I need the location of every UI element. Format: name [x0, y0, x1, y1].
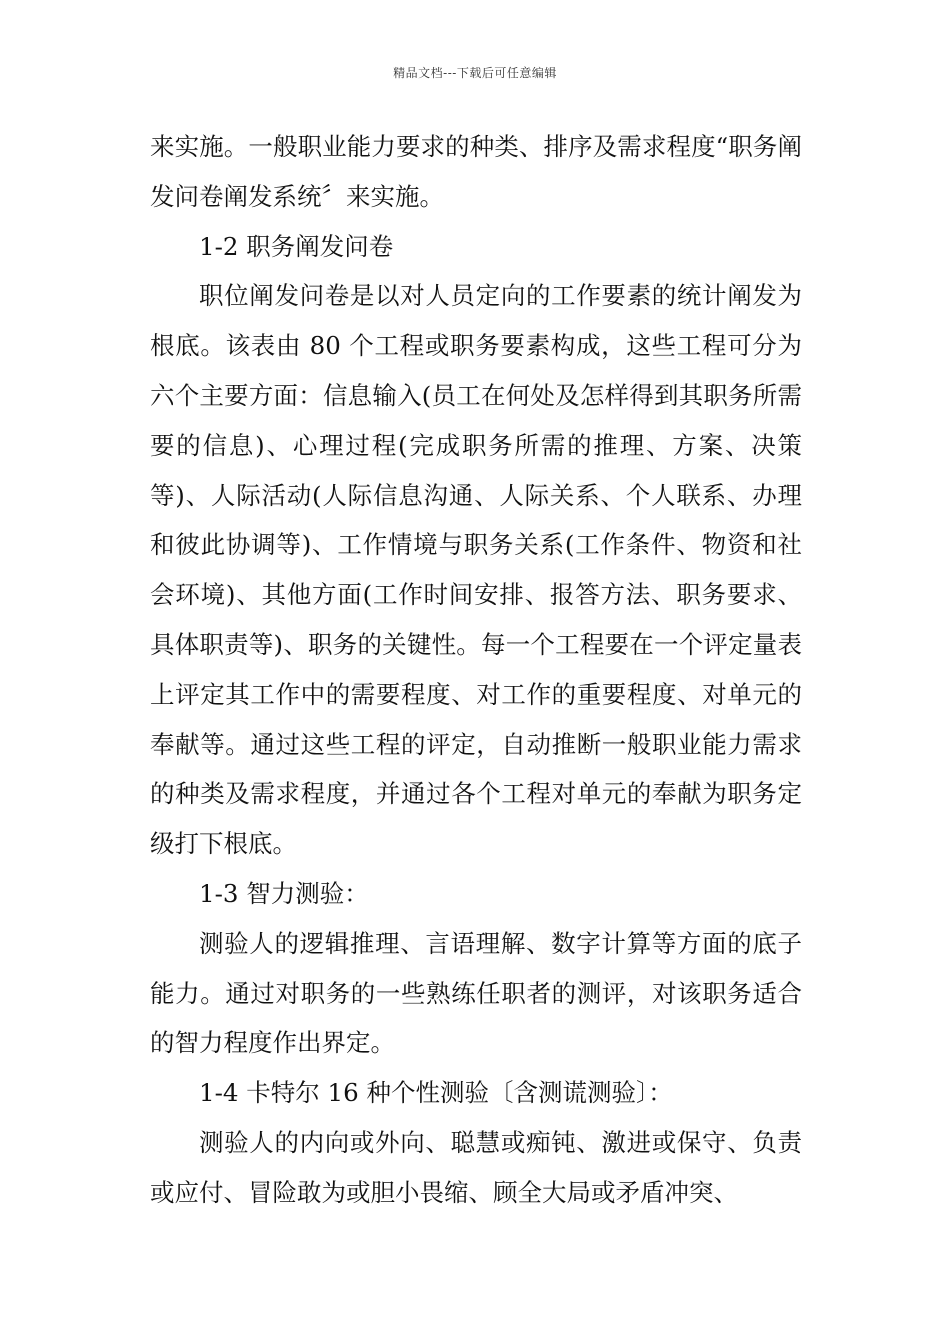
paragraph-continuation: 来实施。一般职业能力要求的种类、排序及需求程度“职务阐发问卷阐发系统〞来实施。 — [150, 132, 802, 211]
paragraph-personality-test: 测验人的内向或外向、聪慧或痴钝、激进或保守、负责或应付、冒险敢为或胆小畏缩、顾全大局或矛盾冲突、 — [150, 1127, 802, 1207]
section-heading-1-4: 1-4 卡特尔 16 种个性测验〔含测谎测验〕： — [199, 1078, 673, 1108]
section-heading-1-3: 1-3 智力测验： — [199, 878, 369, 908]
paragraph-position-questionnaire: 职位阐发问卷是以对人员定向的工作要素的统计阐发为根底。该表由 80 个工程或职务要素构成，这些工程可分为六个主要方面：信息输入(员工在何处及怎样得到其职务所需要的信息)、心理过程(完成职务所需的推理、方案、决策等)、人际活动(人际信息沟通、人际关系、个人联系、办理和彼此协调等)、工作情境与职务关系(工作条件、物资和社会环境)、其他方面(工作时间安排、报答方法、职务要求、具体职责等)、职务的关键性。每一个工程要在一个评定量表上评定其工作中的需要程度、对工作的重要程度、对单元的奉献等。通过这些工程的评定，自动推断一般职业能力需求的种类及需求程度，并通过各个工程对单元的奉献为职务定级打下根底。 — [150, 281, 802, 859]
paragraph-intelligence-test: 测验人的逻辑推理、言语理解、数字计算等方面的底子能力。通过对职务的一些熟练任职者的测评，对该职务适合的智力程度作出界定。 — [150, 928, 802, 1058]
section-heading-1-2: 1-2 职务阐发问卷 — [199, 231, 394, 261]
document-body — [150, 122, 802, 1218]
page-header: 精品文档---下载后可任意编辑 — [393, 66, 557, 80]
